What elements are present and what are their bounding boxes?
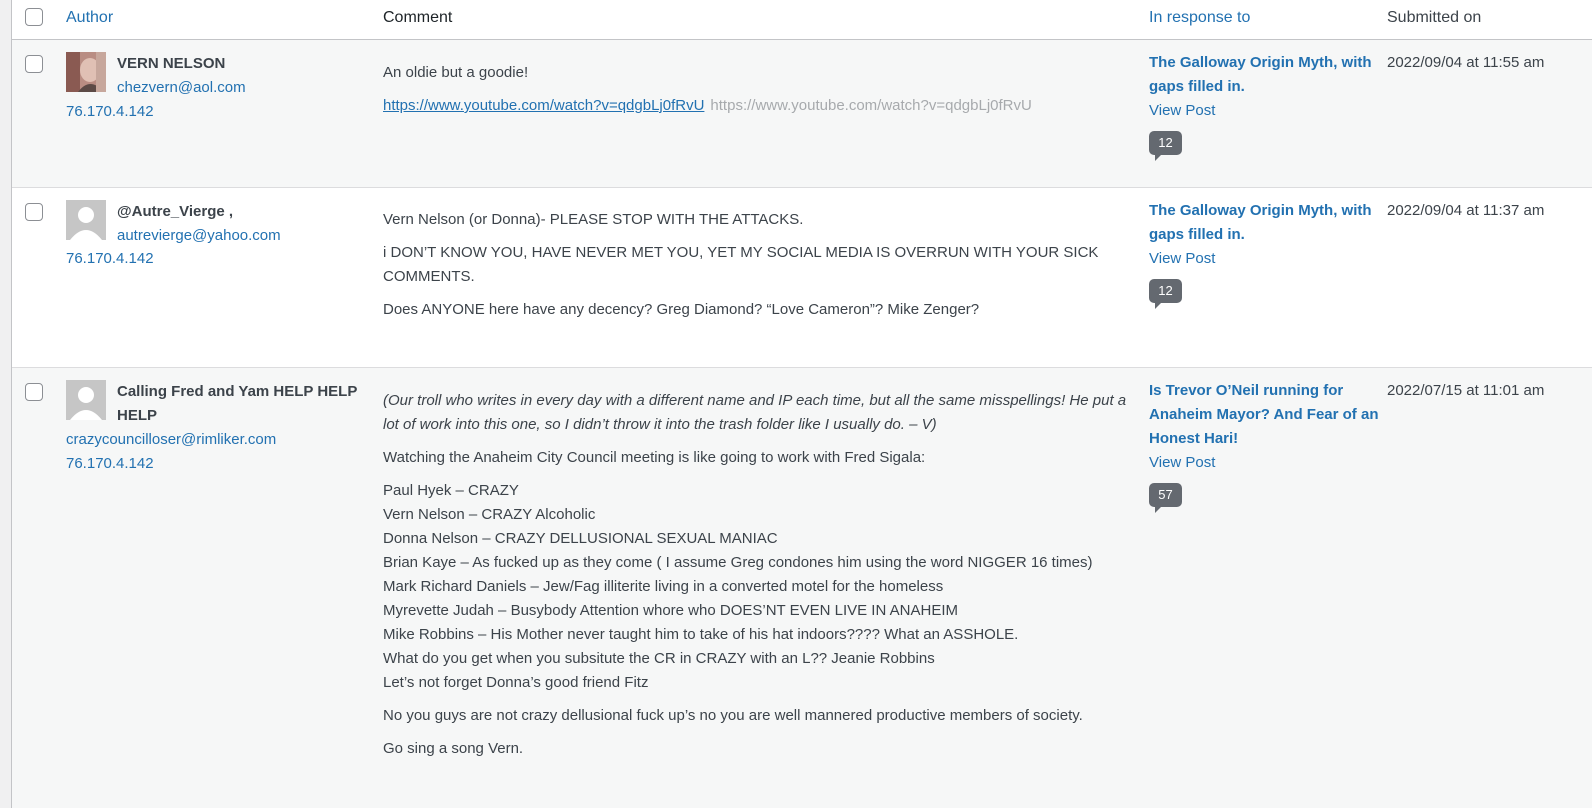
view-post-link[interactable]: View Post xyxy=(1149,454,1216,471)
comment-line-list xyxy=(383,479,1133,695)
row-select-cell xyxy=(25,203,45,221)
author-name: Calling Fred and Yam HELP HELP HELP xyxy=(117,383,358,424)
comment-line: Myrevette Judah – Busybody Attention whore who DOES’NT EVEN LIVE IN ANAHEIM xyxy=(383,602,958,619)
comment-row xyxy=(12,368,1592,808)
post-title-link[interactable]: The Galloway Origin Myth, with gaps filled in. xyxy=(1149,202,1372,243)
default-avatar-icon xyxy=(66,380,106,420)
comment-line: Mike Robbins – His Mother never taught him to take of his hat indoors???? What an ASSHOLE. xyxy=(383,626,1019,643)
row-checkbox[interactable] xyxy=(25,383,43,401)
author-cell xyxy=(66,368,366,488)
author-cell xyxy=(66,188,366,358)
response-cell xyxy=(1149,379,1379,507)
sort-by-submitted-on[interactable]: Submitted on xyxy=(1387,9,1482,26)
comment-line: Vern Nelson – CRAZY Alcoholic xyxy=(383,506,596,523)
comment-url-link[interactable]: https://www.youtube.com/watch?v=qdgbLj0fRvU xyxy=(383,97,705,114)
comment-line: Donna Nelson – CRAZY DELLUSIONAL SEXUAL MANIAC xyxy=(383,530,778,547)
comment-row xyxy=(12,188,1592,368)
avatar-photo-icon xyxy=(66,52,106,92)
comment-count-badge[interactable]: 57 xyxy=(1149,483,1182,507)
author-avatar xyxy=(66,200,106,240)
author-email-link[interactable]: autrevierge@yahoo.com xyxy=(117,227,281,244)
author-avatar xyxy=(66,52,106,92)
sort-by-author[interactable]: Author xyxy=(66,9,114,26)
comment-paragraph: i DON’T KNOW YOU, HAVE NEVER MET YOU, YET MY SOCIAL MEDIA IS OVERRUN WITH YOUR SICK COMMENTS. xyxy=(383,244,1099,285)
column-comment: Comment xyxy=(383,9,453,26)
comments-table xyxy=(11,0,1592,808)
row-checkbox[interactable] xyxy=(25,203,43,221)
comment-cell xyxy=(383,208,1103,331)
comment-paragraph: Does ANYONE here have any decency? Greg Diamond? “Love Cameron”? Mike Zenger? xyxy=(383,301,980,318)
comment-line: Let’s not forget Donna’s good friend Fitz xyxy=(383,674,649,691)
comment-row xyxy=(12,40,1592,188)
author-email-link[interactable]: chezvern@aol.com xyxy=(117,79,246,96)
comment-link-paragraph xyxy=(383,94,1143,118)
comment-count-badge[interactable]: 12 xyxy=(1149,131,1182,155)
row-select-cell xyxy=(25,383,45,401)
comment-paragraph: No you guys are not crazy dellusional fuck up’s no you are well mannered productive members of society. xyxy=(383,707,1083,724)
author-name: @Autre_Vierge , xyxy=(117,203,234,220)
comment-paragraph: Go sing a song Vern. xyxy=(383,740,524,757)
post-title-link[interactable]: Is Trevor O’Neil running for Anaheim Mayor? And Fear of an Honest Hari! xyxy=(1149,382,1379,447)
submitted-date: 2022/09/04 at 11:37 am xyxy=(1387,202,1545,219)
author-ip-link[interactable]: 76.170.4.142 xyxy=(66,455,154,472)
select-all-checkbox[interactable] xyxy=(25,8,43,26)
author-ip-link[interactable]: 76.170.4.142 xyxy=(66,103,154,120)
author-name: VERN NELSON xyxy=(117,55,226,72)
select-all-cell xyxy=(25,8,45,26)
comment-line: Mark Richard Daniels – Jew/Fag illiterite living in a converted motel for the homeless xyxy=(383,578,944,595)
submitted-date: 2022/07/15 at 11:01 am xyxy=(1387,382,1545,399)
response-cell xyxy=(1149,51,1379,155)
comment-paragraph: Vern Nelson (or Donna)- PLEASE STOP WITH THE ATTACKS. xyxy=(383,211,804,228)
row-select-cell xyxy=(25,55,45,73)
response-cell xyxy=(1149,199,1379,303)
view-post-link[interactable]: View Post xyxy=(1149,102,1216,119)
comment-count-badge[interactable]: 12 xyxy=(1149,279,1182,303)
author-ip-link[interactable]: 76.170.4.142 xyxy=(66,250,154,267)
comment-text: An oldie but a goodie! xyxy=(383,64,529,81)
comment-paragraph: Watching the Anaheim City Council meeting is like going to work with Fred Sigala: xyxy=(383,449,926,466)
table-header xyxy=(12,0,1592,40)
comment-url-plain: https://www.youtube.com/watch?v=qdgbLj0fRvU xyxy=(710,97,1032,114)
view-post-link[interactable]: View Post xyxy=(1149,250,1216,267)
post-title-link[interactable]: The Galloway Origin Myth, with gaps filled in. xyxy=(1149,54,1372,95)
comment-cell xyxy=(383,389,1133,770)
author-avatar xyxy=(66,380,106,420)
comment-line: What do you get when you subsitute the CR in CRAZY with an L?? Jeanie Robbins xyxy=(383,650,935,667)
row-checkbox[interactable] xyxy=(25,55,43,73)
moderator-note: (Our troll who writes in every day with a different name and IP each time, but all the same misspellings! He put a lot of work into this one, so I didn’t throw it into the trash folder like I usually do. – V) xyxy=(383,392,1127,433)
default-avatar-icon xyxy=(66,200,106,240)
comment-line: Brian Kaye – As fucked up as they come ( I assume Greg condones him using the word NIGGER 16 times) xyxy=(383,554,1093,571)
comment-cell xyxy=(383,61,1143,127)
sort-by-in-response-to[interactable]: In response to xyxy=(1149,9,1251,26)
author-cell xyxy=(66,40,366,180)
submitted-date: 2022/09/04 at 11:55 am xyxy=(1387,54,1545,71)
author-email-link[interactable]: crazycouncilloser@rimliker.com xyxy=(66,431,277,448)
comment-line: Paul Hyek – CRAZY xyxy=(383,482,519,499)
